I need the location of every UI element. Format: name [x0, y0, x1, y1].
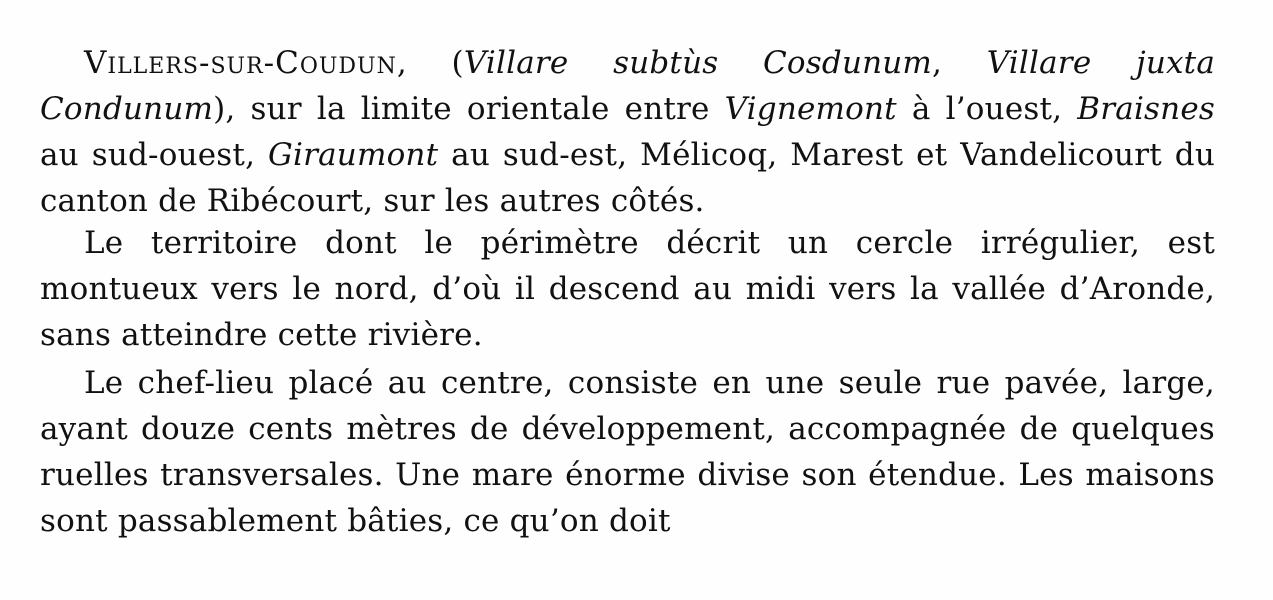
- village-braisnes: Braisnes: [1077, 91, 1215, 127]
- village-giraumont: Giraumont: [268, 137, 439, 173]
- paragraph-chef-lieu: Le chef-lieu placé au centre, consiste en une seule rue pavée, large, ayant douze cents mètres de développement, accompagnée de quelques ruelles transversales. Une mare énorme divise son étendue. Les maisons sont passablement bâties, ce qu’on doit: [40, 365, 1215, 539]
- place-name: Villers-sur-Coudun: [84, 45, 397, 81]
- latin-name-1: Villare subtùs Cosdunum: [463, 45, 933, 81]
- village-vignemont: Vignemont: [724, 91, 897, 127]
- latin-name-2: Villare juxta Condunum: [40, 45, 1216, 127]
- paragraph-villers-sur-coudun: Villers-sur-Coudun, (Villare subtùs Cosdunum, Villare juxta Condunum), sur la limite orientale entre Vignemont à l’ouest, Braisnes au sud-ouest, Giraumont au sud-est, Mélicoq, Marest et Vandelicourt du canton de Ribécourt, sur les autres côtés.: [40, 45, 1216, 219]
- paragraph-territoire: Le territoire dont le périmètre décrit un cercle irrégulier, est montueux vers le nord, d’où il descend au midi vers la vallée d’Aronde, sans atteindre cette rivière.: [40, 225, 1215, 353]
